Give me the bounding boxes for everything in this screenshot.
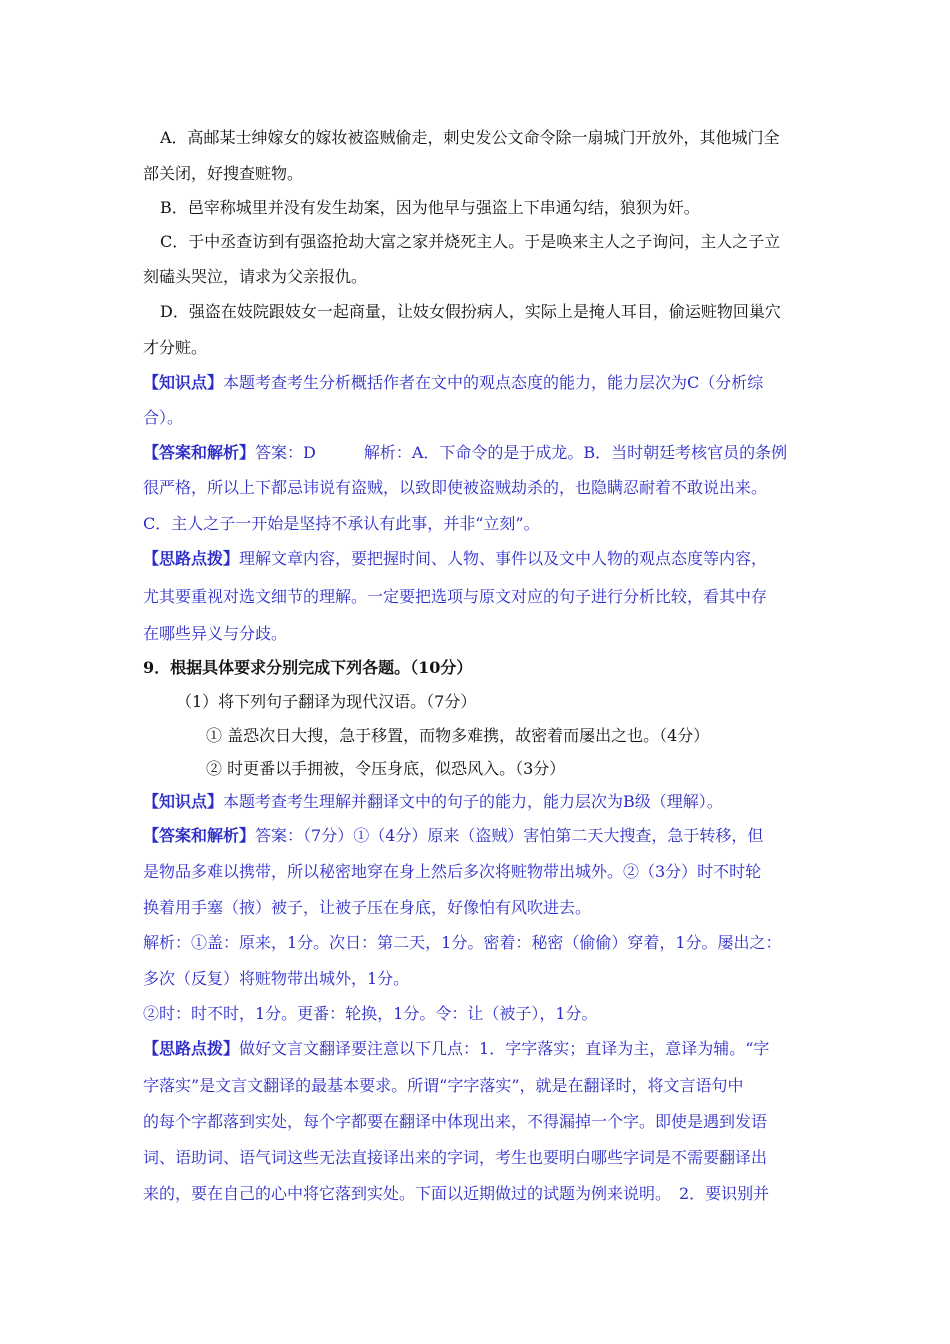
q9-analysis-line-1: 解析：①盖：原来，1分。次日：第二天，1分。密着：秘密（偷偷）穿着，1分。屡出之： [143, 933, 782, 952]
q8-tips-line-3: 在哪些异义与分歧。 [143, 624, 288, 643]
q9-tips-line-4: 词、语助词、语气词这些无法直接译出来的字词，考生也要明白哪些字词是不需要翻译出 [143, 1148, 768, 1167]
q8-knowledge-line-1 [143, 373, 763, 393]
q9-tips-line-5: 来的，要在自己的心中将它落到实处。下面以近期做过的试题为例来说明。 2．要识别并 [143, 1184, 770, 1203]
knowledge-label: 【知识点】 [143, 792, 224, 811]
option-c-line-1: C．于中丞查访到有强盗抢劫大富之家并烧死主人。于是唤来主人之子询问，主人之子立 [160, 232, 781, 251]
q9-answer-line-2: 是物品多难以携带，所以秘密地穿在身上然后多次将赃物带出城外。②（3分）时不时轮 [143, 862, 762, 881]
tips-label: 【思路点拨】 [143, 1039, 240, 1058]
q8-answer-line-3: C．主人之子一开始是坚持不承认有此事，并非“立刻”。 [143, 514, 540, 533]
q9-item-1: ① 盖恐次日大搜，急于移置，而物多难携，故密着而屡出之也。（4分） [206, 726, 710, 745]
option-d-line-1: D．强盗在妓院跟妓女一起商量，让妓女假扮病人，实际上是掩人耳目，偷运赃物回巢穴 [160, 302, 781, 321]
q9-sub-question-1: （1）将下列句子翻译为现代汉语。（7分） [176, 692, 477, 711]
q8-tips-line-1 [143, 549, 767, 569]
q8-tips-line-2: 尤其要重视对选文细节的理解。一定要把选项与原文对应的句子进行分析比较，看其中存 [143, 587, 768, 606]
knowledge-text: 本题考查考生分析概括作者在文中的观点态度的能力，能力层次为C（分析综 [223, 373, 764, 392]
tips-text: 做好文言文翻译要注意以下几点：1．字字落实；直译为主，意译为辅。“字 [239, 1039, 770, 1058]
q9-tips-line-2: 字落实”是文言文翻译的最基本要求。所谓“字字落实”，就是在翻译时，将文言语句中 [143, 1076, 744, 1095]
q8-knowledge-line-2: 合）。 [143, 408, 184, 427]
q9-tips-line-1 [143, 1039, 769, 1059]
q9-tips-line-3: 的每个字都落到实处，每个字都要在翻译中体现出来，不得漏掉一个字。即使是遇到发语 [143, 1112, 768, 1131]
option-b: B．邑宰称城里并没有发生劫案，因为他早与强盗上下串通勾结，狼狈为奸。 [160, 198, 700, 217]
option-c-line-2: 刻磕头哭泣，请求为父亲报仇。 [143, 267, 368, 286]
knowledge-text: 本题考查考生理解并翻译文中的句子的能力，能力层次为B级（理解）。 [223, 792, 723, 811]
option-a-line-2: 部关闭，好搜查赃物。 [143, 164, 304, 183]
q8-answer-line-2: 很严格，所以上下都忌讳说有盗贼，以致即使被盗贼劫杀的，也隐瞒忍耐着不敢说出来。 [143, 478, 768, 497]
tips-label: 【思路点拨】 [143, 549, 240, 568]
option-d-line-2: 才分赃。 [143, 338, 208, 357]
q9-answer-line-3: 换着用手塞（掖）被子，让被子压在身底，好像怕有风吹进去。 [143, 898, 592, 917]
answer-label: 【答案和解析】 [143, 443, 256, 462]
q8-answer-line-1 [143, 443, 787, 463]
knowledge-label: 【知识点】 [143, 373, 224, 392]
option-a-line-1: A．高邮某士绅嫁女的嫁妆被盗贼偷走，刺史发公文命令除一扇城门开放外，其他城门全 [160, 128, 780, 147]
q9-analysis-line-3: ②时：时不时，1分。更番：轮换，1分。令：让（被子），1分。 [143, 1004, 598, 1023]
q9-analysis-line-2: 多次（反复）将赃物带出城外，1分。 [143, 969, 410, 988]
tips-text: 理解文章内容，要把握时间、人物、事件以及文中人物的观点态度等内容， [239, 549, 768, 568]
answer-text: 答案：D 解析：A．下命令的是于成龙。B．当时朝廷考核官员的条例 [255, 443, 788, 462]
q9-knowledge [143, 792, 723, 812]
q9-answer-line-1 [143, 826, 763, 846]
q9-item-2: ② 时更番以手拥被，令压身底，似恐风入。（3分） [206, 759, 566, 778]
q9-title: 9．根据具体要求分别完成下列各题。（10分） [143, 658, 473, 677]
answer-text: 答案：（7分）①（4分）原来（盗贼）害怕第二天大搜查，急于转移，但 [255, 826, 764, 845]
answer-label: 【答案和解析】 [143, 826, 256, 845]
